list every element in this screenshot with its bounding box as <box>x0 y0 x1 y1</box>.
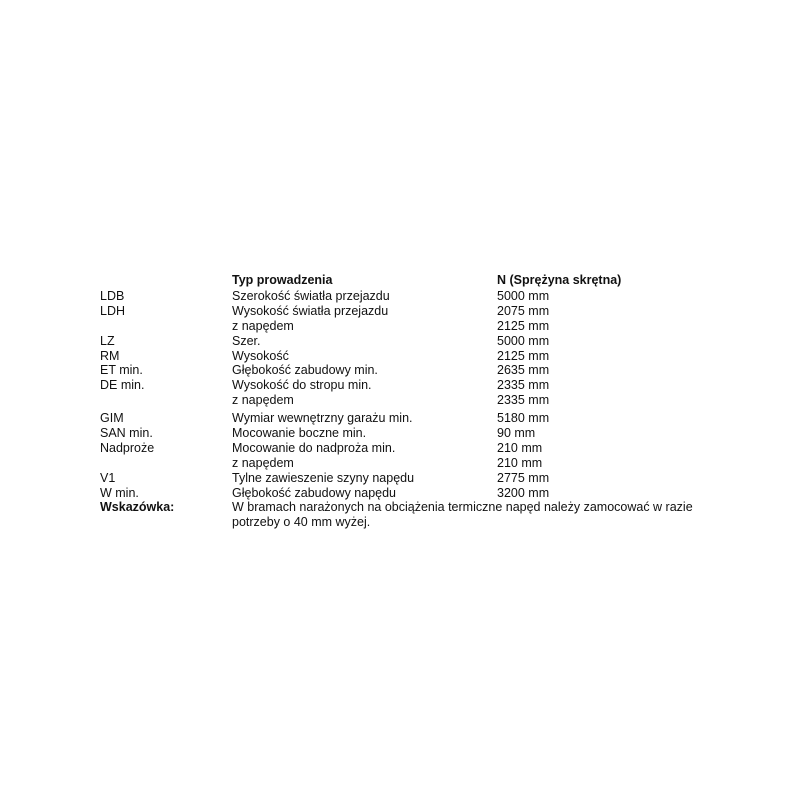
row-description: z napędem <box>232 455 294 470</box>
row-description: Wysokość światła przejazdu <box>232 303 389 318</box>
row-value: 3200 mm <box>497 485 550 500</box>
spec-table <box>0 272 800 530</box>
table-row <box>0 441 800 456</box>
row-value: 5180 mm <box>497 411 550 426</box>
row-description: Mocowanie boczne min. <box>232 426 367 441</box>
row-code: LDB <box>100 289 125 303</box>
note-section <box>0 500 800 530</box>
row-value: 210 mm <box>497 455 543 470</box>
row-code: LDH <box>100 303 126 318</box>
table-row <box>0 289 800 304</box>
header-guide-type: Typ prowadzenia <box>232 273 333 287</box>
row-value: 5000 mm <box>497 333 550 348</box>
note-text: W bramach narażonych na obciążenia termiczne napęd należy zamocować w razie potrzeby o 40 mm wyżej. <box>232 500 693 530</box>
table-row <box>0 471 800 486</box>
row-value: 5000 mm <box>497 289 550 303</box>
row-description: Szerokość światła przejazdu <box>232 289 390 303</box>
row-code: GIM <box>100 411 124 426</box>
row-description: Wymiar wewnętrzny garażu min. <box>232 411 413 426</box>
row-description: Mocowanie do nadproża min. <box>232 440 396 455</box>
row-description: Wysokość <box>232 348 289 363</box>
table-row <box>0 456 800 471</box>
row-value: 2125 mm <box>497 318 550 333</box>
note-label: Wskazówka: <box>100 500 175 515</box>
header-spring-type: N (Sprężyna skrętna) <box>497 273 622 287</box>
table-header <box>0 272 800 288</box>
row-description: z napędem <box>232 393 294 408</box>
table-row <box>0 349 800 364</box>
row-value: 2335 mm <box>497 393 550 408</box>
row-value: 2775 mm <box>497 470 550 485</box>
row-description: Głębokość zabudowy min. <box>232 363 378 378</box>
table-row <box>0 486 800 501</box>
row-code: LZ <box>100 333 115 348</box>
table-row <box>0 411 800 426</box>
row-code: RM <box>100 348 120 363</box>
row-value: 2635 mm <box>497 363 550 378</box>
row-description: Szer. <box>232 333 261 348</box>
row-code: ET min. <box>100 363 143 378</box>
table-row <box>0 304 800 319</box>
row-code: SAN min. <box>100 426 153 441</box>
row-value: 2335 mm <box>497 378 550 393</box>
row-description: Wysokość do stropu min. <box>232 378 372 393</box>
row-value: 2075 mm <box>497 303 550 318</box>
row-description: Głębokość zabudowy napędu <box>232 485 397 500</box>
row-value: 210 mm <box>497 440 543 455</box>
row-description: z napędem <box>232 318 294 333</box>
row-code: Nadproże <box>100 440 155 455</box>
table-row <box>0 426 800 441</box>
row-code: V1 <box>100 470 116 485</box>
row-value: 90 mm <box>497 426 536 441</box>
row-description: Tylne zawieszenie szyny napędu <box>232 470 415 485</box>
table-row <box>0 393 800 408</box>
row-value: 2125 mm <box>497 348 550 363</box>
table-row <box>0 363 800 378</box>
row-code: W min. <box>100 485 139 500</box>
row-code: DE min. <box>100 378 145 393</box>
table-row <box>0 334 800 349</box>
table-row <box>0 378 800 393</box>
table-row <box>0 319 800 334</box>
